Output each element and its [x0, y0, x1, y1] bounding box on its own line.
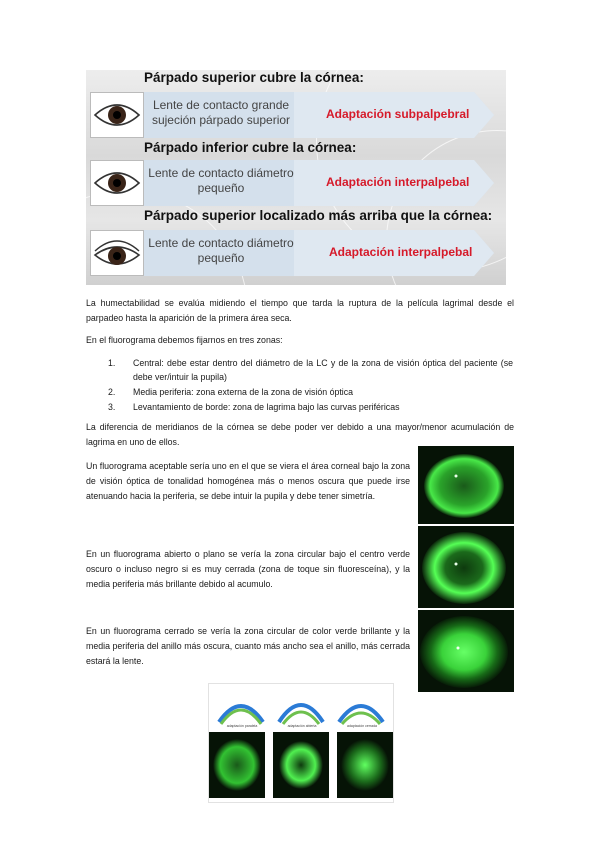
fit-comparison-figure — [208, 683, 394, 803]
list-number: 3. — [108, 402, 116, 412]
adaptation-arrow-1 — [144, 92, 494, 138]
lens-label-3a: Lente de contacto diámetro — [148, 236, 294, 250]
eye-icon — [90, 230, 144, 276]
fluorogram-thumbnails — [209, 732, 393, 800]
lens-label-1a: Lente de contacto grande — [152, 98, 290, 112]
result-label-2: Adaptación interpalpebal — [326, 175, 470, 189]
lens-label-3b: pequeño — [197, 251, 245, 265]
lens-fit-infographic — [86, 70, 506, 285]
eye-icon — [90, 160, 144, 206]
diagram-label-2: adaptación abierta — [287, 724, 317, 728]
list-text: Central: debe estar dentro del diámetro de la LC y de la zona de visión óptica del paciente (se debe ver/intuir la pupila) — [133, 358, 513, 382]
result-label-3: Adaptación interpalpebal — [329, 245, 473, 259]
fluorogram-closed-image — [418, 610, 514, 692]
adaptation-arrow-3 — [144, 230, 494, 276]
lens-label-1b: sujeción párpado superior — [151, 113, 291, 127]
infographic-heading-3: Párpado superior localizado más arriba que la córnea: — [144, 208, 493, 223]
eye-icon — [90, 92, 144, 138]
list-text: Media periferia: zona externa de la zona de visión óptica — [133, 387, 354, 397]
adaptation-arrow-2 — [144, 160, 494, 206]
fluorogram-open-image — [418, 526, 514, 608]
paragraph-humectabilidad: La humectabilidad se evalúa midiendo el tiempo que tarda la ruptura de la película lagrimal desde el parpadeo hasta la aparición de la primera área seca. — [86, 298, 514, 323]
list-number: 1. — [108, 358, 116, 368]
list-text: Levantamiento de borde: zona de lagrima bajo las curvas periféricas — [133, 402, 400, 412]
paragraph-abierto: En un fluorograma abierto o plano se vería la zona circular bajo el centro verde oscuro o incluso negro si es muy cerrada (zona de toque sin fluoresceína), y la media periferia más brillante debido al acumulo. — [86, 549, 410, 589]
diagram-label-3: adaptación cerrada — [347, 724, 377, 728]
diagram-label-1: adaptación paralela — [226, 724, 258, 728]
paragraph-aceptable: Un fluorograma aceptable sería uno en el que se viera el área corneal bajo la zona de visión óptica de tonalidad homogénea más o menos oscura que puede irse atenuando hacia la periferia, se debe intuir la pupila y debe tener simetría. — [86, 461, 410, 501]
fluorogram-acceptable-image — [418, 446, 514, 524]
paragraph-cerrado: En un fluorograma cerrado se vería la zona circular de color verde brillante y la media periferia del anillo más oscura, cuanto más ancho sea el anillo, más cerrada estará la lente. — [86, 626, 410, 666]
result-label-1: Adaptación subpalpebral — [326, 107, 470, 121]
lens-label-2b: pequeño — [197, 181, 245, 195]
lens-label-2a: Lente de contacto diámetro — [148, 166, 294, 180]
paragraph-meridianos: La diferencia de meridianos de la córnea se debe poder ver debido a una mayor/menor acumulación de lagrima en uno de ellos. — [86, 422, 514, 447]
infographic-heading-2: Párpado inferior cubre la córnea: — [144, 140, 357, 155]
paragraph-fluorograma-intro: En el fluorograma debemos fijarnos en tres zonas: — [86, 335, 283, 345]
list-number: 2. — [108, 387, 116, 397]
infographic-heading-1: Párpado superior cubre la córnea: — [144, 70, 364, 85]
